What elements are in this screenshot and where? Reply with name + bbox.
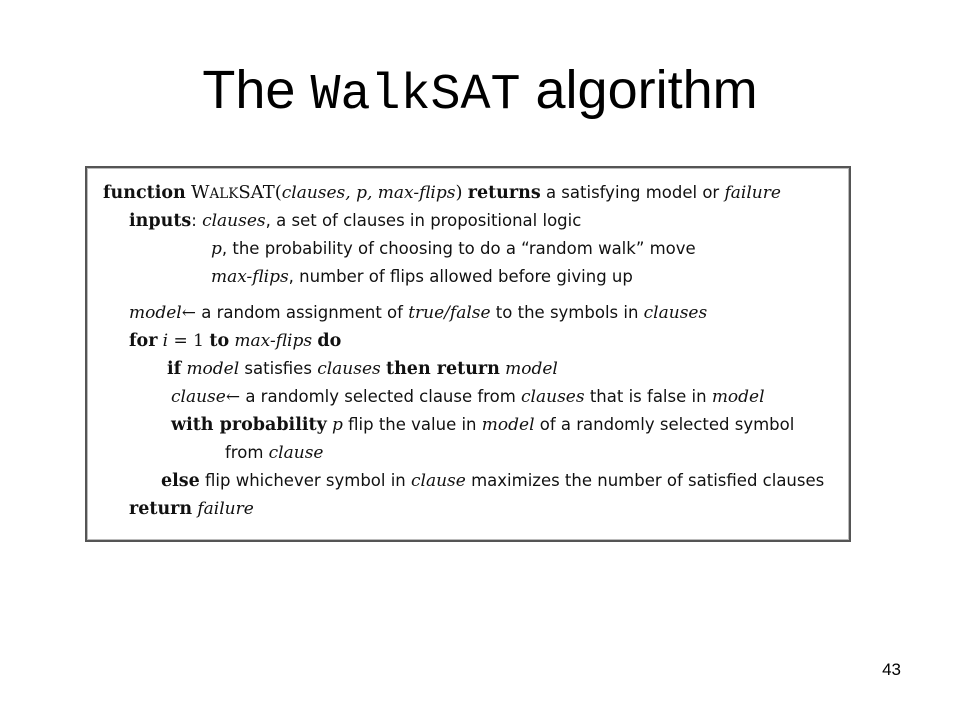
page-number: 43 [882, 660, 901, 679]
var-i: i [162, 331, 169, 351]
var-model: model [481, 415, 535, 435]
var-model: model [505, 359, 558, 379]
assign-arrow: ← [181, 303, 196, 323]
title-code: WalkSAT [310, 67, 521, 124]
var-model: model [129, 303, 182, 323]
algo-line-input-maxflips [211, 264, 633, 290]
function-params: clauses, p, max-flips [281, 183, 456, 203]
kw-inputs: inputs [129, 211, 192, 231]
flip-text: flip the value in [342, 415, 482, 434]
true-false: true/false [408, 303, 491, 323]
algo-line-input-p [211, 236, 696, 262]
var-model: model [186, 359, 240, 379]
kw-returns: returns [467, 183, 541, 203]
algo-line-from-clause [225, 440, 323, 466]
var-maxflips: max-flips [234, 331, 313, 351]
kw-else: else [161, 471, 200, 491]
input-clauses: clauses [202, 211, 266, 231]
assign-text-2: to the symbols in [490, 303, 644, 322]
assign-arrow: ← [225, 387, 241, 407]
slide-title [0, 50, 960, 136]
algo-line-model-assign [129, 300, 707, 326]
algo-line-else [161, 468, 824, 494]
close-paren: ) [455, 182, 463, 203]
failure-value: failure [724, 183, 781, 203]
kw-for: for [129, 331, 158, 351]
algo-line-signature [103, 180, 781, 207]
title-suffix: algorithm [535, 60, 758, 120]
kw-if: if [167, 359, 182, 379]
input-p-desc: , the probability of choosing to do a “random walk” move [221, 239, 696, 258]
clause-text-2: that is false in [584, 387, 712, 406]
algo-line-with-probability [171, 412, 794, 438]
kw-do: do [317, 331, 342, 351]
else-text-2: maximizes the number of satisfied clauses [465, 471, 825, 490]
kw-to: to [209, 331, 230, 351]
algo-line-if [167, 356, 558, 382]
assign-text: a random assignment of [196, 303, 409, 322]
kw-then-return: then return [386, 359, 500, 379]
var-clause: clause [171, 387, 226, 407]
algo-line-for [129, 328, 341, 354]
flip-text-2: of a randomly selected symbol [534, 415, 795, 434]
var-clause: clause [411, 471, 466, 491]
if-text: satisfies [239, 359, 318, 378]
title-prefix: The [202, 60, 296, 120]
clause-text: a randomly selected clause from [240, 387, 522, 406]
input-maxflips-desc: , number of flips allowed before giving up [288, 267, 633, 286]
algorithm-box [85, 166, 851, 542]
var-clause: clause [268, 443, 324, 463]
algo-line-clause-assign [171, 384, 765, 410]
kw-with-probability: with probability [171, 415, 327, 435]
for-eq: = 1 [168, 331, 210, 351]
kw-function: function [103, 183, 186, 203]
var-model: model [711, 387, 765, 407]
var-p: p [332, 415, 343, 435]
var-clauses: clauses [643, 303, 708, 323]
function-name: WALKSAT [191, 182, 275, 203]
else-text: flip whichever symbol in [199, 471, 412, 490]
failure-value: failure [197, 499, 254, 519]
from-text: from [225, 443, 269, 462]
inputs-colon: : [191, 211, 197, 230]
kw-return: return [129, 499, 193, 519]
algo-line-return [129, 496, 254, 522]
input-clauses-desc: , a set of clauses in propositional logic [265, 211, 582, 230]
var-clauses: clauses [521, 387, 585, 407]
open-paren: ( [274, 182, 282, 203]
input-maxflips: max-flips [211, 267, 289, 287]
var-clauses: clauses [317, 359, 381, 379]
algo-line-inputs [129, 208, 581, 234]
input-p: p [211, 239, 222, 259]
returns-text: a satisfying model or [545, 183, 720, 202]
